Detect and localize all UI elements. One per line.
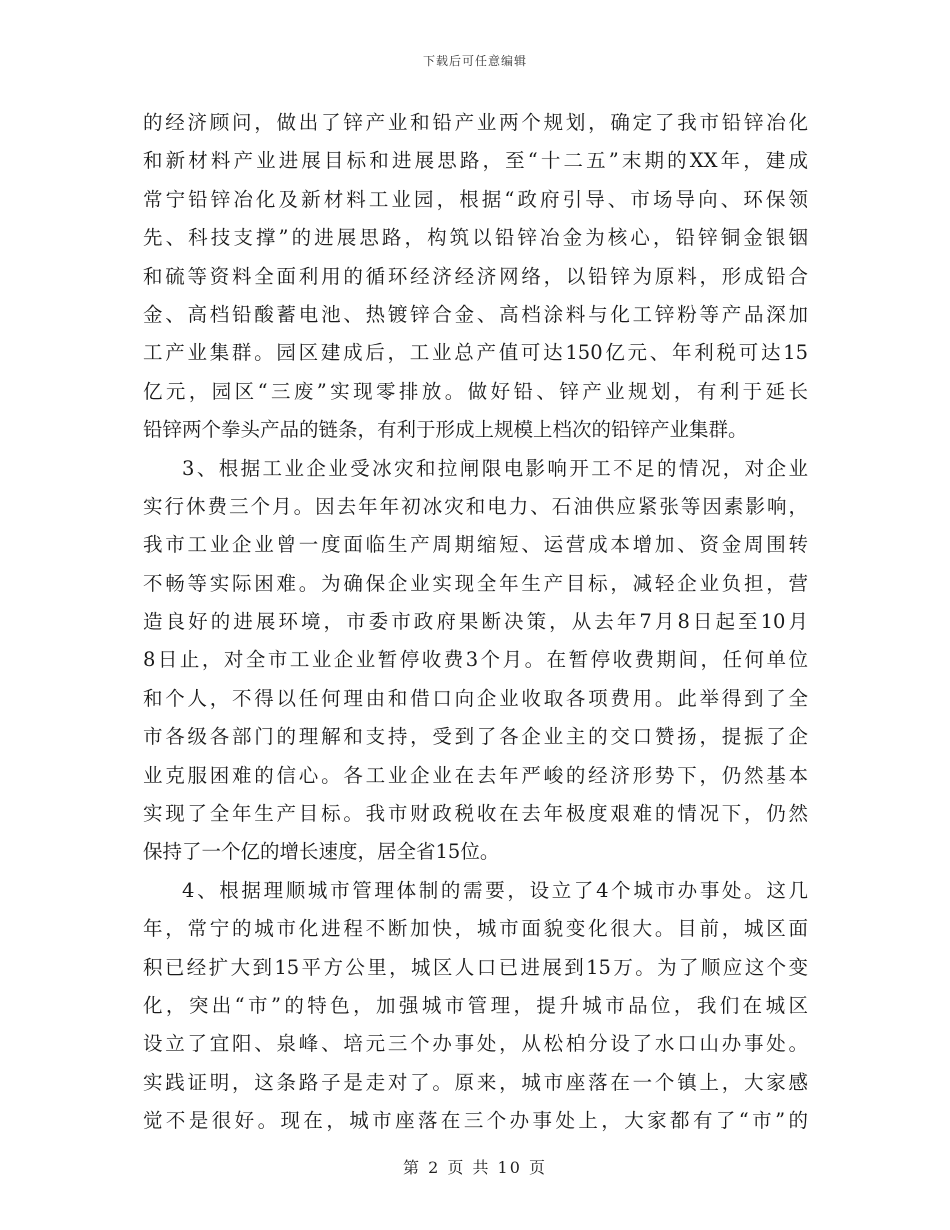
paragraph-start-line: 3、根据工业企业受冰灾和拉闸限电影响开工不足的情况，对企业	[182, 456, 808, 480]
text-line: 实行休费三个月。因去年年初冰灾和电力、石油供应紧张等因素影响，	[143, 494, 808, 518]
text-line: 积已经扩大到15平方公里，城区人口已进展到15万。为了顺应这个变	[143, 955, 808, 979]
text-line: 觉不是很好。现在，城市座落在三个办事处上，大家都有了“市”的	[143, 1109, 808, 1133]
text-line: 我市工业企业曾一度面临生产周期缩短、运营成本增加、资金周围转	[143, 533, 808, 557]
paragraph-start-line: 4、根据理顺城市管理体制的需要，设立了4个城市办事处。这几	[182, 878, 808, 902]
text-line: 化，突出“市”的特色，加强城市管理，提升城市品位，我们在城区	[143, 993, 808, 1017]
text-line: 亿元，园区“三废”实现零排放。做好铅、锌产业规划，有利于延长	[143, 379, 808, 403]
text-line: 的经济顾问，做出了锌产业和铅产业两个规划，确定了我市铅锌冶化	[143, 111, 808, 134]
text-line: 市各级各部门的理解和支持，受到了各企业主的交口赞扬，提振了企	[143, 725, 808, 749]
text-line: 年，常宁的城市化进程不断加快，城市面貌变化很大。目前，城区面	[143, 917, 808, 941]
text-line: 和新材料产业进展目标和进展思路，至“十二五”末期的XX年，建成	[143, 149, 808, 173]
text-line: 和硫等资料全面利用的循环经济经济网络，以铅锌为原料，形成铅合	[143, 264, 808, 288]
text-line: 工产业集群。园区建成后，工业总产值可达150亿元、年利税可达15	[143, 341, 808, 365]
text-line: 实践证明，这条路子是走对了。原来，城市座落在一个镇上，大家感	[143, 1070, 808, 1094]
document-body	[143, 104, 808, 1141]
text-line: 8日止，对全市工业企业暂停收费3个月。在暂停收费期间，任何单位	[143, 648, 808, 672]
page-footer: 第 2 页 共 10 页	[403, 1158, 547, 1177]
text-line: 金、高档铅酸蓄电池、热镀锌合金、高档涂料与化工锌粉等产品深加	[143, 302, 808, 326]
text-line: 业克服困难的信心。各工业企业在去年严峻的经济形势下，仍然基本	[143, 763, 808, 787]
text-line: 不畅等实际困难。为确保企业实现全年生产目标，减轻企业负担，营	[143, 571, 808, 595]
text-line: 先、科技支撑”的进展思路，构筑以铅锌冶金为核心，铅锌铜金银铟	[143, 226, 808, 250]
text-line: 造良好的进展环境，市委市政府果断决策，从去年7月8日起至10月	[143, 610, 808, 634]
text-line: 实现了全年生产目标。我市财政税收在去年极度艰难的情况下，仍然	[143, 802, 808, 826]
text-line: 和个人，不得以任何理由和借口向企业收取各项费用。此举得到了全	[143, 686, 808, 710]
page-header: 下载后可任意编辑	[422, 54, 527, 68]
text-line: 保持了一个亿的增长速度，居全省15位。	[143, 840, 500, 864]
text-line: 设立了宜阳、泉峰、培元三个办事处，从松柏分设了水口山办事处。	[143, 1032, 808, 1056]
text-line: 常宁铅锌冶化及新材料工业园，根据“政府引导、市场导向、环保领	[143, 187, 808, 211]
text-line: 铅锌两个拳头产品的链条，有利于形成上规模上档次的铅锌产业集群。	[143, 418, 748, 442]
